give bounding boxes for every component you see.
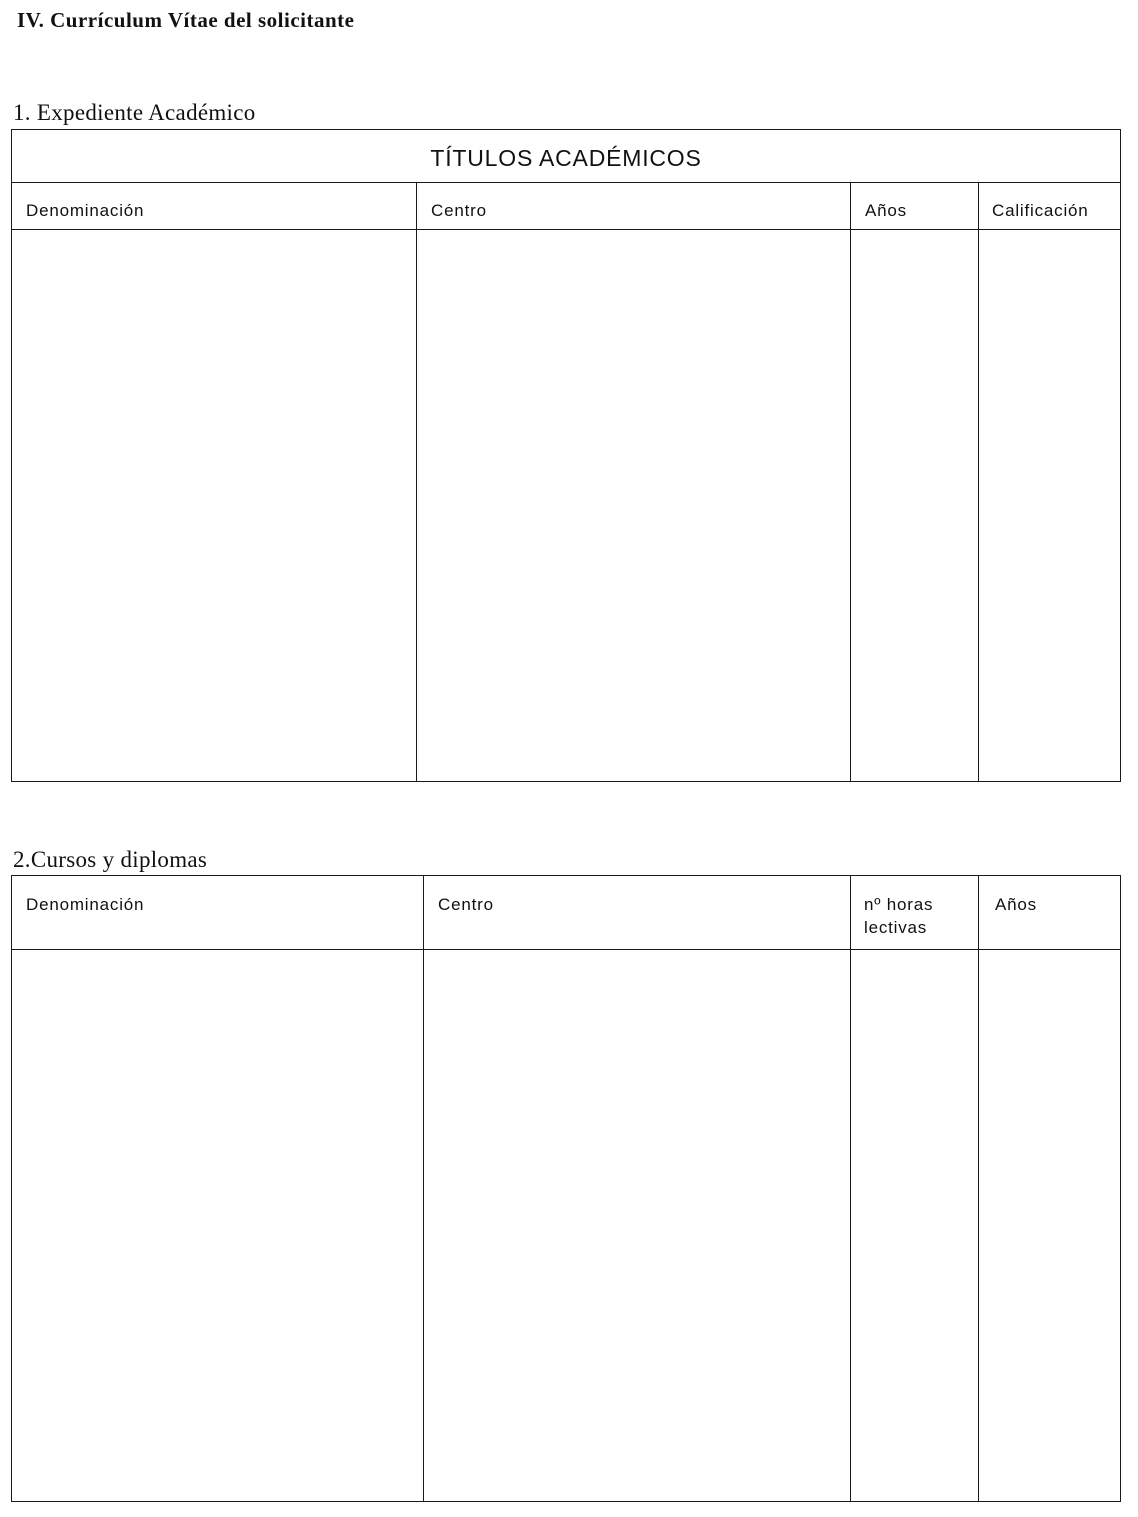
hours-label-line1: nº horas: [864, 895, 934, 914]
academic-titles-table: [11, 129, 1121, 782]
section-title-academic-record: 1. Expediente Académico: [13, 100, 256, 125]
table-banner: TÍTULOS ACADÉMICOS: [12, 130, 1120, 183]
table-header-row: [12, 183, 1120, 230]
column-header-anos: Años: [865, 201, 907, 220]
table-body-blank-area[interactable]: [12, 230, 1120, 781]
column-header-calificacion: Calificación: [992, 201, 1089, 220]
column-header-horas-lectivas: [864, 894, 933, 940]
column-header-denominacion: Denominación: [26, 895, 145, 914]
column-header-centro: Centro: [438, 895, 494, 914]
table-header-row: [12, 876, 1120, 950]
courses-diplomas-table: [11, 875, 1121, 1502]
section-title-courses-diplomas: 2.Cursos y diplomas: [13, 847, 208, 872]
column-header-anos: Años: [995, 895, 1037, 914]
page-heading: IV. Currículum Vítae del solicitante: [17, 8, 355, 32]
table-body-blank-area[interactable]: [12, 950, 1120, 1501]
column-header-denominacion: Denominación: [26, 201, 145, 220]
hours-label-line2: lectivas: [864, 917, 928, 937]
column-header-centro: Centro: [431, 201, 487, 220]
